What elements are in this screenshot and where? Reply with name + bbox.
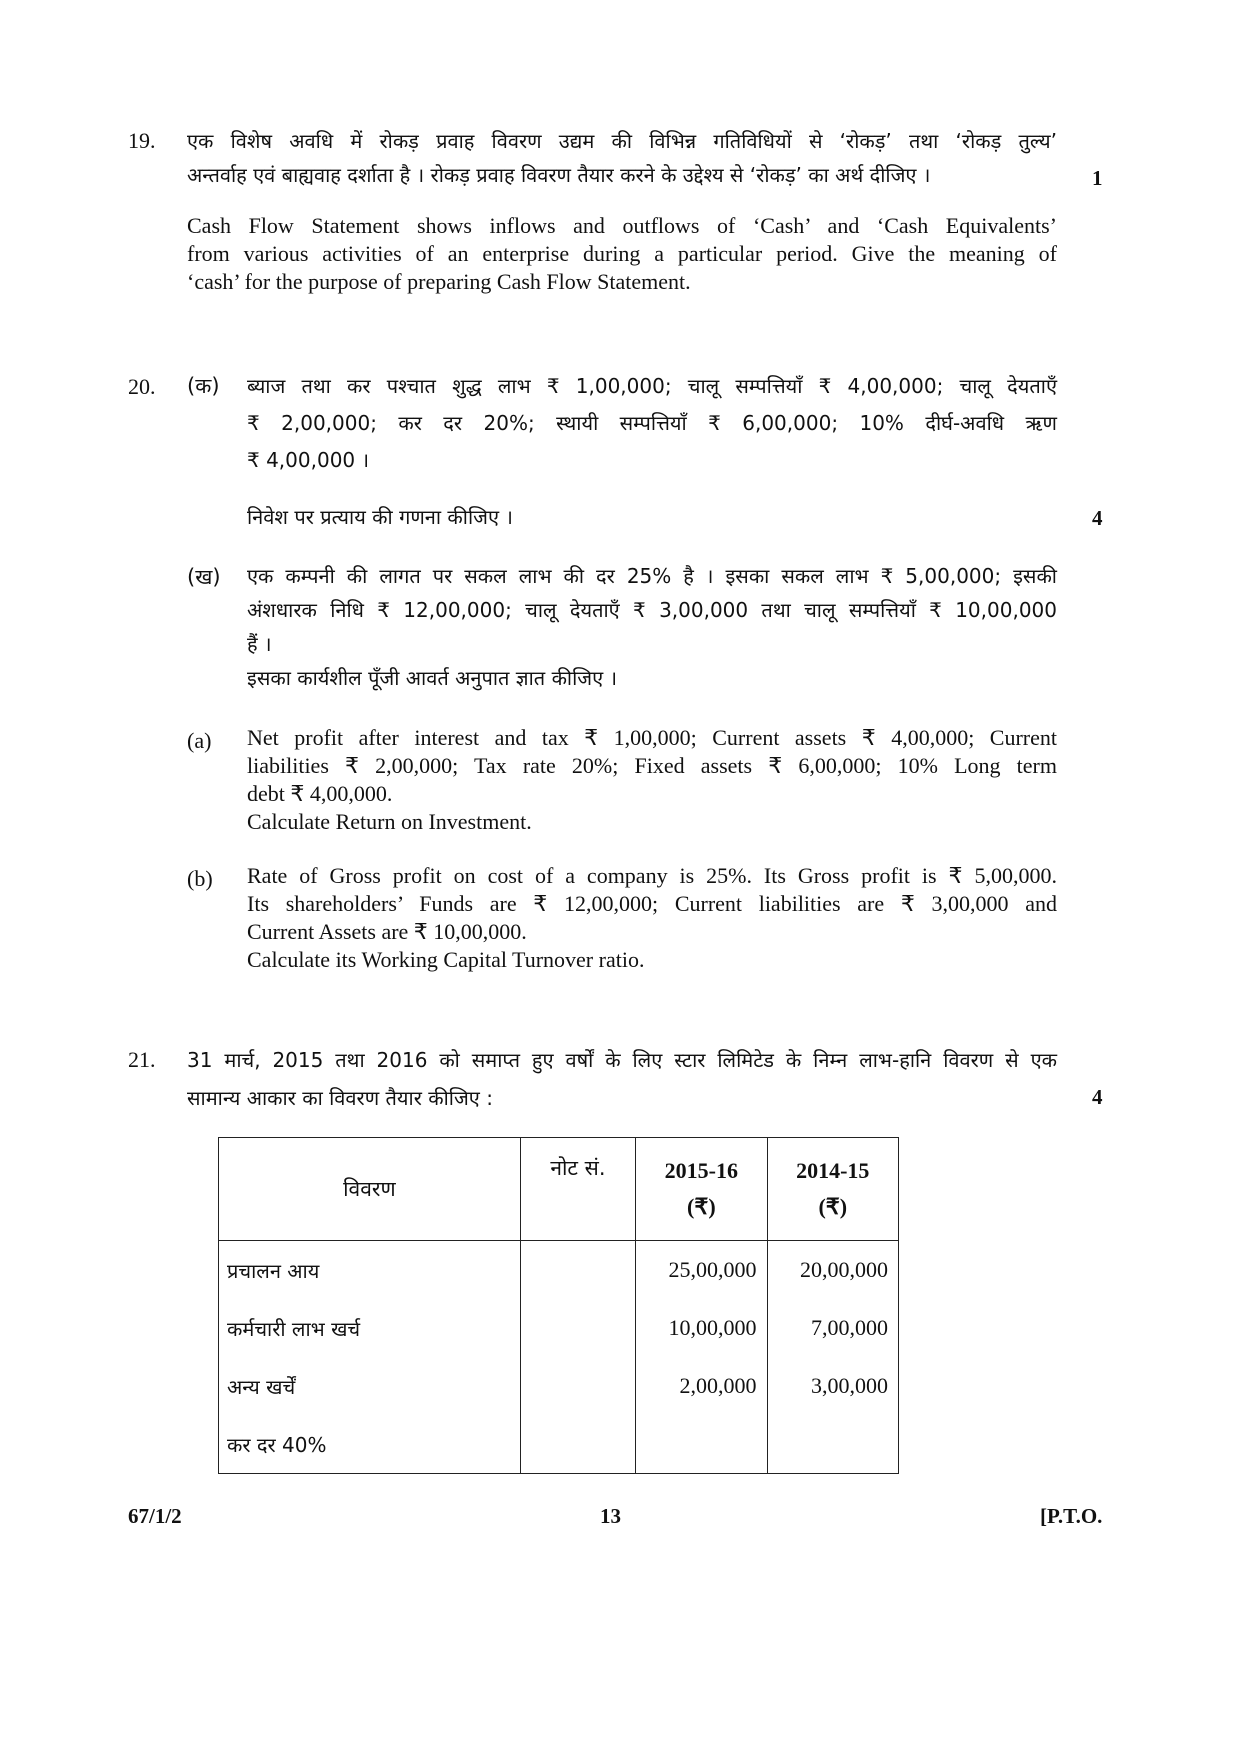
row-2015-16: 25,00,000 [636,1241,767,1300]
q20-kha-line-2: अंशधारक निधि ₹ 12,00,000; चालू देयताएँ ₹ 3,00,000 तथा चालू सम्पत्तियाँ ₹ 10,00,000 [247,598,1057,622]
q20-b-text [247,862,1057,974]
q20-ka-instruction: निवेश पर प्रत्याय की गणना कीजिए । [247,505,513,529]
q19-english-line-3: ‘cash’ for the purpose of preparing Cash Flow Statement. [187,269,691,294]
table-header-row [219,1138,899,1241]
row-2014-15: 3,00,000 [767,1357,898,1415]
row-2014-15: 7,00,000 [767,1299,898,1357]
q20-a-label: (a) [187,728,212,753]
header-2014-15 [767,1138,898,1241]
header-2015-16 [636,1138,767,1241]
row-2015-16: 2,00,000 [636,1357,767,1415]
q20-a-line-1: Net profit after interest and tax ₹ 1,00,000; Current assets ₹ 4,00,000; Current [247,725,1057,750]
row-particular: अन्य खर्चें [219,1357,521,1415]
q19-number: 19. [128,128,156,153]
q20-ka-label: (क) [187,374,220,398]
header-2014-15-unit: (₹) [818,1194,848,1219]
q20-b-line-1: Rate of Gross profit on cost of a company is 25%. Its Gross profit is ₹ 5,00,000. [247,863,1057,888]
table-row [219,1241,899,1300]
footer-paper-code: 67/1/2 [128,1504,182,1528]
q21-hindi-line-2: सामान्य आकार का विवरण तैयार कीजिए : [187,1086,493,1110]
q20-ka-text [247,368,1057,479]
q20-ka-line-3: ₹ 4,00,000 । [247,448,370,472]
row-2014-15: 20,00,000 [767,1241,898,1300]
row-2014-15 [767,1415,898,1474]
row-2015-16 [636,1415,767,1474]
q20-a-line-2: liabilities ₹ 2,00,000; Tax rate 20%; Fixed assets ₹ 6,00,000; 10% Long term [247,753,1057,778]
q20-ka-line-2: ₹ 2,00,000; कर दर 20%; स्थायी सम्पत्तियाँ ₹ 6,00,000; 10% दीर्घ-अवधि ऋण [247,411,1057,435]
q21-hindi-text [187,1041,1057,1117]
q21-marks: 4 [1092,1085,1103,1109]
q19-hindi-line-2: अन्तर्वाह एवं बाह्यवाह दर्शाता है । रोकड़ प्रवाह विवरण तैयार करने के उद्देश्य से ‘रोकड़’ का अर्थ दीजिए । [187,163,931,187]
row-note [520,1357,635,1415]
q20-kha-text [247,559,1057,695]
q20-kha-line-4: इसका कार्यशील पूँजी आवर्त अनुपात ज्ञात कीजिए । [247,666,618,690]
q20-marks: 4 [1092,506,1103,530]
q19-hindi-text [187,124,1057,192]
q20-kha-line-3: हैं । [247,632,272,656]
q20-b-label: (b) [187,866,213,891]
header-2015-16-year: 2015-16 [664,1158,738,1183]
q20-ka-line-1: ब्याज तथा कर पश्चात शुद्ध लाभ ₹ 1,00,000; चालू सम्पत्तियाँ ₹ 4,00,000; चालू देयताएँ [247,374,1057,398]
table-row [219,1415,899,1474]
q20-a-line-4: Calculate Return on Investment. [247,809,532,834]
q20-b-line-3: Current Assets are ₹ 10,00,000. [247,919,527,944]
q19-hindi-line-1: एक विशेष अवधि में रोकड़ प्रवाह विवरण उद्यम की विभिन्न गतिविधियों से ‘रोकड़’ तथा ‘रोकड़ तुल्य’ [187,129,1057,153]
header-2015-16-unit: (₹) [687,1194,716,1219]
q20-b-line-4: Calculate its Working Capital Turnover ratio. [247,947,645,972]
q20-b-line-2: Its shareholders’ Funds are ₹ 12,00,000; Current liabilities are ₹ 3,00,000 and [247,891,1057,916]
q20-a-text [247,724,1057,836]
q19-marks: 1 [1092,166,1103,190]
header-note: नोट सं. [520,1138,635,1241]
header-2014-15-year: 2014-15 [796,1158,870,1183]
footer-pto: [P.T.O. [1040,1504,1103,1528]
row-particular: कर दर 40% [219,1415,521,1474]
row-note [520,1415,635,1474]
q19-english-line-2: from various activities of an enterprise during a particular period. Give the meaning of [187,241,1057,266]
q20-kha-line-1: एक कम्पनी की लागत पर सकल लाभ की दर 25% है । इसका सकल लाभ ₹ 5,00,000; इसकी [247,564,1057,588]
q20-kha-label: (ख) [187,565,221,589]
row-note [520,1299,635,1357]
q21-hindi-line-1: 31 मार्च, 2015 तथा 2016 को समाप्त हुए वर्षों के लिए स्टार लिमिटेड के निम्न लाभ-हानि विवरण से एक [187,1048,1057,1072]
row-2015-16: 10,00,000 [636,1299,767,1357]
q19-english-line-1: Cash Flow Statement shows inflows and outflows of ‘Cash’ and ‘Cash Equivalents’ [187,213,1057,238]
footer-page-number: 13 [600,1504,621,1528]
q21-number: 21. [128,1047,156,1072]
row-particular: प्रचालन आय [219,1241,521,1300]
table-row [219,1299,899,1357]
table-row [219,1357,899,1415]
row-note [520,1241,635,1300]
q20-a-line-3: debt ₹ 4,00,000. [247,781,393,806]
profit-loss-table [218,1137,899,1474]
header-particulars: विवरण [219,1138,521,1241]
row-particular: कर्मचारी लाभ खर्च [219,1299,521,1357]
q20-number: 20. [128,374,156,399]
q19-english-text [187,212,1057,296]
